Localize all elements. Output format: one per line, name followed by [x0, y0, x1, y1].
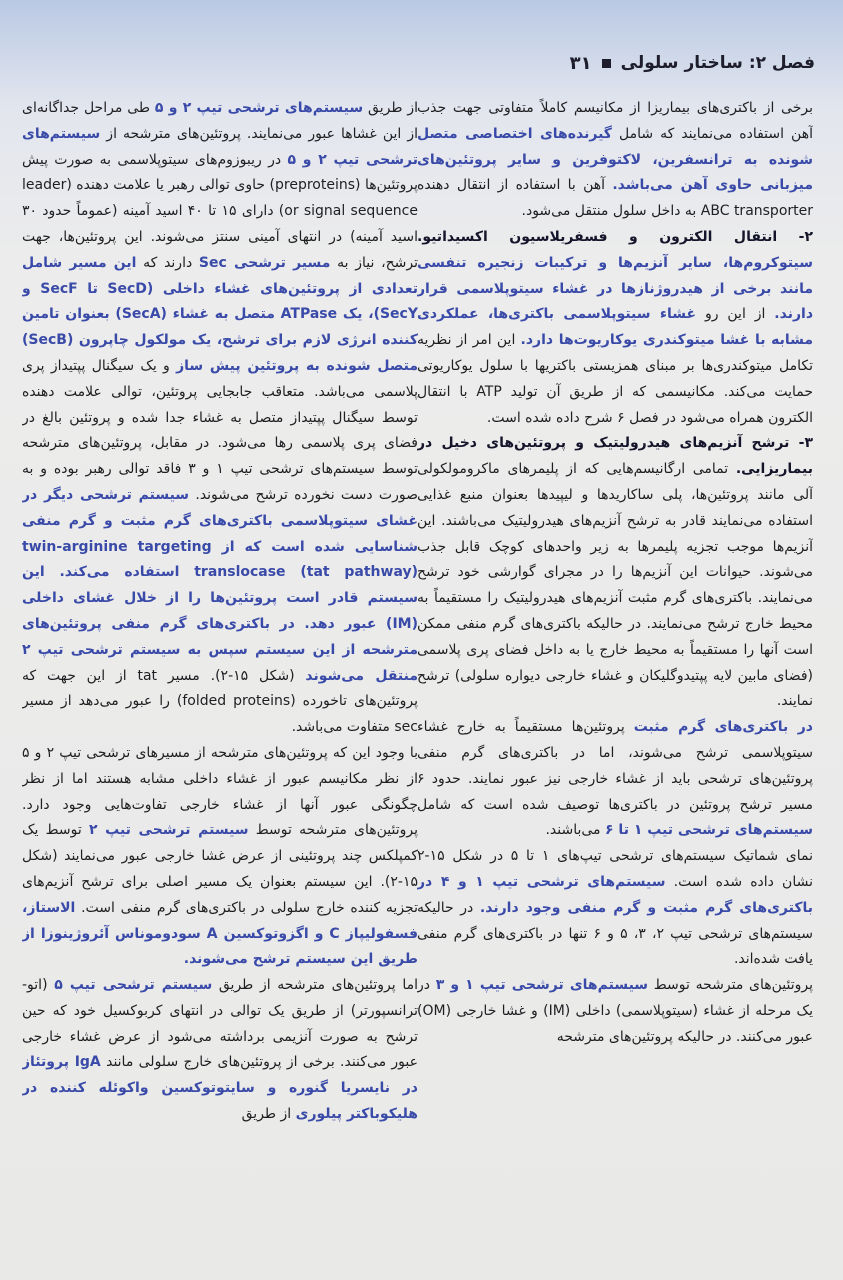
highlight-text: غشاء سیتوپلاسمی باکتری‌ها، عملکردی مشابه با غشا میتوکندری یوکاریوت‌ها دارد.: [417, 306, 813, 349]
highlight-text: سیستم‌های ترشحی تیپ ۲ و ۵: [154, 100, 364, 116]
text-run: از طریق: [241, 1106, 296, 1123]
paragraph-secretion: [417, 431, 813, 715]
highlight-text: سیستم ترشحی تیپ ۵: [54, 977, 213, 994]
highlight-text: سیستم‌های ترشحی تیپ ۱ تا ۶: [605, 822, 813, 839]
paragraph-type5: [22, 973, 418, 1128]
text-run: آهن با استفاده از انتقال دهنده ABC transporter به داخل سلول منتقل می‌شود.: [417, 177, 813, 220]
left-column: [22, 96, 418, 1246]
paragraph-sec-pathway: [22, 96, 418, 741]
text-run: از این رو: [696, 306, 775, 323]
paragraph-electron-transport: [417, 225, 813, 431]
paragraph-schematic: [417, 844, 813, 973]
text-run: تمامی ارگانیسم‌هایی که از پلیمرهای ماکرومولکولی آلی مانند پروتئین‌ها، پلی ساکاریدها و لیپیدها بعنوان منبع غذایی استفاده می‌نمایند قادر به ترشح آنزیم‌های هیدرولیتیک می‌باشند. این آنزیم‌ها موجب تجزیه پلیمرها به زیر واحدهای کوچک قابل جذب می‌شوند. حیوانات این آنزیم‌ها را در مجرای گوارشی خود ترشح می‌نمایند. باکتری‌های گرم مثبت آنزیم‌های هیدرولیتیک را مستقیماً به محیط خارج ترشح می‌نمایند. در حالیکه باکتری‌های گرم منفی ممکن است آنها را مستقیماً به محیط خارج یا به داخل فضای پری پلاسمی (فضای مابین لایه پپتیدوگلیکان و غشاء خارجی دیواره سلولی) ترشح نمایند.: [417, 461, 813, 710]
highlight-text: سیستم‌های ترشحی تیپ ۲ و ۵: [22, 125, 418, 168]
text-run: با وجود این که پروتئین‌های مترشحه از مسیرهای ترشحی تیپ ۲ و ۵ از نظر مکانیسم عبور از غشاء داخلی مشابه هستند اما از نظر چگونگی عبور آنها از غشاء خارجی تفاوت‌هایی وجود دارد. پروتئین‌های مترشحه توسط: [22, 744, 418, 839]
text-run: برخی از باکتری‌های بیماریزا از مکانیسم کاملاً متفاوتی جهت جذب آهن استفاده می‌نمایند که شامل: [417, 100, 813, 142]
highlight-text: الاستاز، فسفولیپاز C و اگزوتوکسین A سودوموناس آئروژینوزا از طریق این سیستم ترشح می‌شوند.: [22, 899, 418, 968]
section-heading: ۲- انتقال الکترون و فسفریلاسیون اکسیداتیو.: [417, 228, 813, 245]
text-run: در ریبوزوم‌های سیتوپلاسمی به صورت پیش پروتئین‌ها (preproteins) حاوی توالی رهبر یا علامت دهنده (leader or signal sequence) دارای ۱۵ تا ۴۰ اسید آمینه (عموماً حدود ۳۰ اسید آمینه) در انتهای آمینی سنتز می‌شوند. این پروتئین‌ها، جهت ترشح، نیاز به: [22, 151, 418, 271]
text-run: توسط یک کمپلکس چند پروتئینی از عرض غشا خارجی عبور می‌نمایند (شکل ۱۵-۲). این سیستم بعنوان یک مسیر اصلی برای ترشح آنزیم‌های تجزیه کننده خارج سلولی در باکتری‌های گرم منفی است.: [22, 822, 418, 916]
text-run: پروتئین‌ها مستقیماً به خارج غشاء سیتوپلاسمی ترشح می‌شوند، اما در باکتری‌های گرم منفی پروتئین‌های ترشحی باید از غشاء خارجی نیز عبور نمایند. حدود ۶ مسیر ترشح پروتئین در باکتری‌ها توصیف شده است که شامل: [417, 719, 813, 813]
text-run: این امر از نظریه تکامل میتوکندری‌ها بر مبنای همزیستی باکتریها با سلول یوکاریوتی حمایت می‌کند. مکانیسمی که از طریق آن تولید ATP با انتقال الکترون همراه می‌شود در فصل ۶ شرح داده شده است.: [417, 332, 813, 426]
paragraph-iron-uptake: [417, 96, 813, 225]
paragraph-gram-positive: [417, 715, 813, 844]
highlight-text: سیستم ترشحی دیگر در غشای سیتوپلاسمی باکتری‌های گرم مثبت و گرم منفی شناسایی شده است که از twin-arginine targeting translocase (tat pathway) استفاده می‌کند. این سیستم قادر است پروتئین‌ها را از خلال غشای داخلی (IM) عبور دهد. در باکتری‌های گرم منفی پروتئین‌های مترشحه از این سیستم سپس به سیستم ترشحی تیپ ۲ منتقل می‌شوند: [22, 486, 418, 684]
highlight-text: مسیر ترشحی Sec: [198, 254, 331, 271]
text-run: در حالیکه سیستم‌های ترشحی تیپ ۲، ۳، ۵ و ۶ تنها در باکتری‌های گرم منفی یافت شده‌اند.: [417, 899, 813, 968]
highlight-text: سیتوکروم‌ها، سایر آنزیم‌ها و ترکیبات زنجیره تنفسی مانند برخی از هیدروژنازها در غشاء سیتوپلاسمی قرار دارند.: [417, 254, 813, 323]
highlight-text: IgA پروتئاز در نایسریا گنوره و سایتوتوکسین واکوئله کننده در هلیکوباکتر پیلوری: [22, 1054, 418, 1123]
text-run: نمای شماتیک سیستم‌های ترشحی تیپ‌های ۱ تا ۵ در شکل ۱۵-۲ نشان داده شده است.: [417, 848, 813, 890]
text-run: می‌باشند.: [545, 822, 606, 839]
page-number: ۳۱: [569, 52, 592, 74]
text-run: اما پروتئین‌های مترشحه از طریق: [212, 977, 418, 994]
paragraph-type2-5: [22, 741, 418, 973]
text-run: دارند که: [136, 254, 199, 271]
highlight-text: سیستم‌های ترشحی تیپ ۱ و ۴ در باکتری‌های گرم مثبت و گرم منفی وجود دارند.: [417, 873, 813, 916]
text-run: در یک مرحله از غشاء (سیتوپلاسمی) داخلی (IM) و غشا خارجی (OM) عبور می‌کنند. در حالیکه پروتئین‌های مترشحه: [417, 977, 813, 1045]
text-run: از طریق: [363, 100, 418, 116]
text-run: (اتو-ترانسپورتر) از طریق یک توالی در انتهای کربوکسیل خود که حین ترشح به صورت آنزیمی برداشته می‌شود از عرض غشاء خارجی عبور می‌کنند. برخی از پروتئین‌های خارج سلولی مانند: [22, 977, 418, 1071]
text-run: و یک سیگنال پپتیداز پری پلاسمی می‌باشد. متعاقب جابجایی پروتئین، توالی علامت دهنده توسط سیگنال پپتیداز متصل به غشاء جدا شده و پروتئین بالغ در فضای پری پلاسمی رها می‌شود. در مقابل، پروتئین‌های مترشحه توسط سیستم‌های ترشحی تیپ ۱ و ۳ فاقد توالی رهبر بوده و به صورت دست نخورده ترشح می‌شوند.: [22, 357, 418, 503]
highlight-text: این مسیر شامل تعدادی از پروتئین‌های غشاء داخلی (SecD تا SecF و SecY)، یک ATPase متصل به غشاء (SecA) بعنوان تامین کننده انرژی لازم برای ترشح، یک مولکول چاپرون (SecB) متصل شونده به پروتئین پیش ساز: [22, 254, 418, 374]
highlight-text: گیرنده‌های اختصاصی متصل شونده به ترانسفرین، لاکتوفرین و سایر پروتئین‌های میزبانی حاوی آهن می‌باشد.: [417, 125, 813, 194]
paragraph-type1-3: [417, 973, 813, 1050]
chapter-title: فصل ۲: ساختار سلولی: [620, 53, 815, 73]
header-square-icon: [602, 59, 611, 68]
text-run: پروتئین‌های مترشحه توسط: [648, 977, 813, 994]
section-heading: ۳- ترشح آنزیم‌های هیدرولیتیک و پروتئین‌های دخیل در بیماریزایی.: [417, 435, 813, 478]
right-column: [417, 96, 813, 1246]
highlight-text: سیستم ترشحی تیپ ۲: [88, 822, 249, 839]
highlight-text: در باکتری‌های گرم مثبت: [633, 719, 813, 736]
text-run: طی مراحل جداگانه‌ای از این غشاها عبور می‌نمایند. پروتئین‌های مترشحه از: [22, 100, 418, 142]
highlight-text: سیستم‌های ترشحی تیپ ۱ و ۳: [435, 977, 649, 994]
text-run: (شکل ۱۵-۲). مسیر tat از این جهت که پروتئین‌های تاخورده (folded proteins) را عبور می‌دهد از مسیر sec متفاوت می‌باشد.: [22, 667, 418, 736]
page-header: [28, 48, 815, 78]
